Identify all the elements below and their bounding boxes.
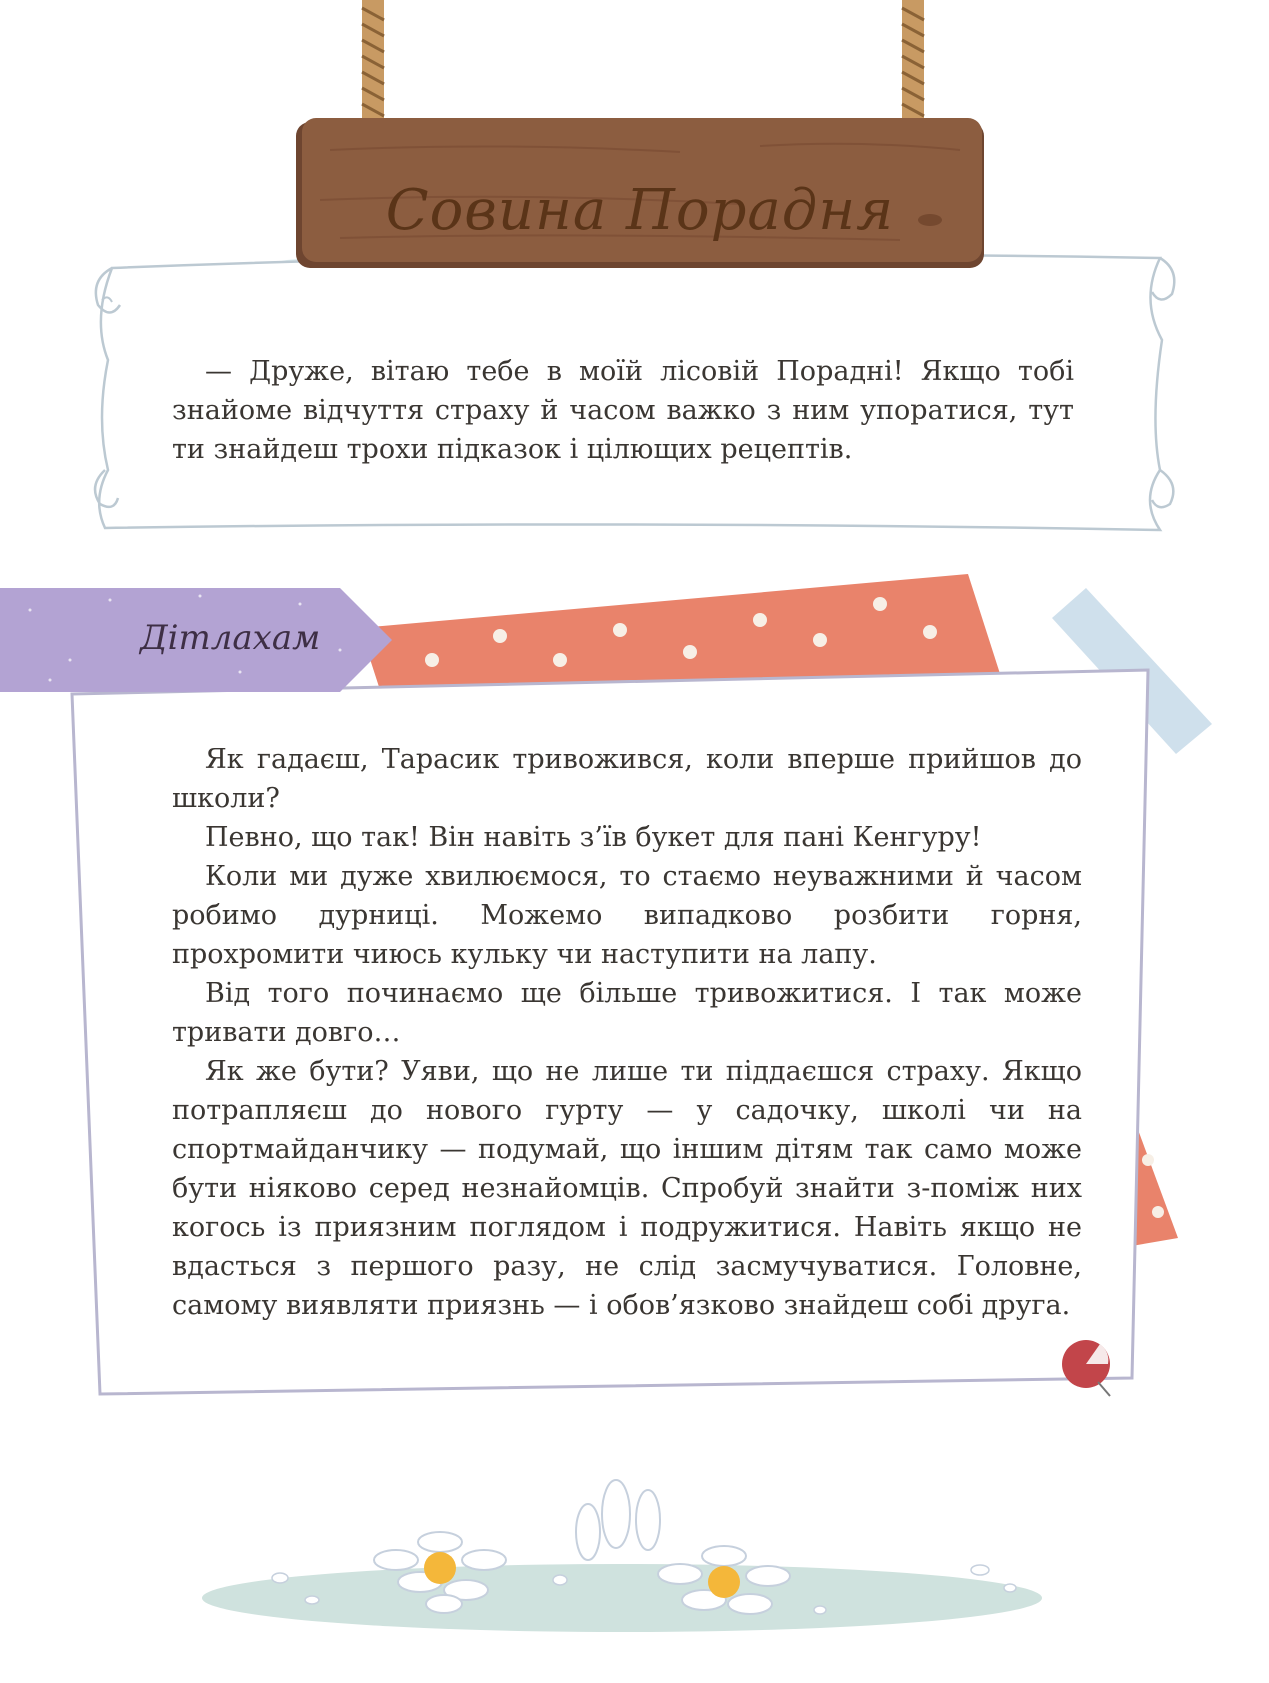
push-pin xyxy=(1062,1340,1110,1396)
body-paragraph: Певно, що так! Він навіть з’їв букет для пані Кенгуру! xyxy=(205,822,982,853)
body-text xyxy=(172,740,1082,1325)
body-paragraph: Як же бути? Уяви, що не лише ти піддаєшся страху. Якщо потрапляєш до нового гурту — у садочку, школі чи на спортмайданчику — подумай, що іншим дітям так само може бути ніяково серед незнайомців. Спробуй знайти з-поміж них когось із приязним поглядом і подружитися. Навіть якщо не вдасться з першого разу, не слід засмучуватися. Головне, самому виявляти приязнь — і обов’язково знайдеш собі друга. xyxy=(172,1056,1082,1321)
rope-right xyxy=(902,0,924,122)
rope-left xyxy=(362,0,384,122)
intro-paragraph: — Друже, вітаю тебе в моїй лісовій Порадні! Якщо тобі знайоме відчуття страху й часом важко з ним упоратися, тут ти знайдеш трохи підказок і цілющих рецептів. xyxy=(172,356,1074,465)
daisy-flowers xyxy=(202,1480,1042,1632)
sign-title: Совина Порадня xyxy=(385,177,895,243)
body-paragraph: Коли ми дуже хвилюємося, то стаємо неуважними й часом робимо дурниці. Можемо випадково розбити горня, прохромити чиюсь кульку чи наступити на лапу. xyxy=(172,861,1082,970)
intro-text xyxy=(172,352,1074,469)
tab-label: Дітлахам xyxy=(140,618,321,658)
daisy-tall xyxy=(576,1480,660,1560)
body-paragraph: Від того починаємо ще більше тривожитися. І так може тривати довго… xyxy=(172,978,1082,1048)
body-paragraph: Як гадаєш, Тарасик тривожився, коли вперше прийшов до школи? xyxy=(172,744,1082,814)
